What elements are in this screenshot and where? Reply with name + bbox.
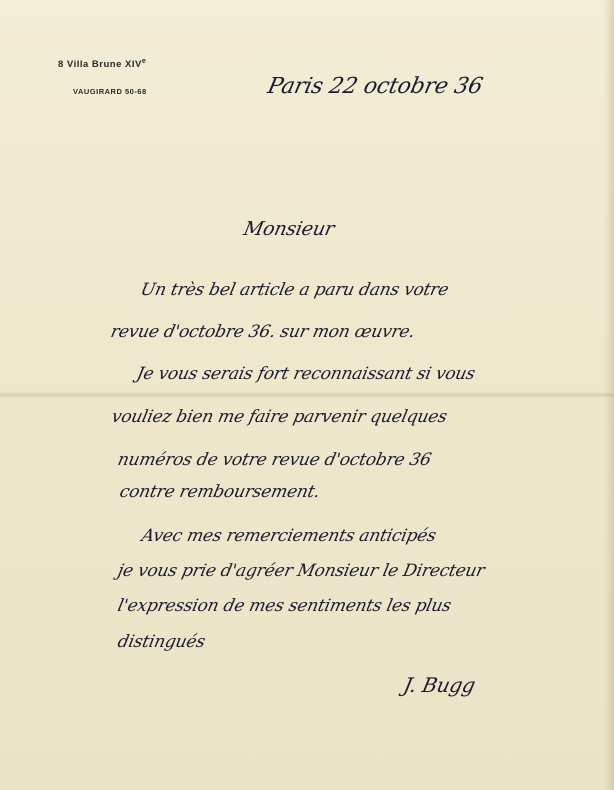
letter-line: vouliez bien me faire parvenir quelques bbox=[109, 407, 449, 427]
letter-line: distingués bbox=[115, 632, 208, 652]
paper-fold bbox=[0, 392, 614, 398]
letterhead-address bbox=[58, 58, 146, 70]
letterhead-address-suffix: e bbox=[141, 58, 147, 65]
paper-edge bbox=[604, 0, 614, 790]
letterhead-address-text: 8 Villa Brune XIV bbox=[58, 59, 142, 71]
letter-line: Avec mes remerciements anticipés bbox=[139, 526, 438, 546]
letter-line: je vous prie d'agréer Monsieur le Directeur bbox=[115, 561, 487, 581]
letter-line: Un très bel article a paru dans votre bbox=[138, 280, 451, 300]
letterhead-phone: VAUGIRARD 50-68 bbox=[73, 87, 147, 96]
letter-date: Paris 22 octobre 36 bbox=[265, 74, 485, 99]
letter-line: numéros de votre revue d'octobre 36 bbox=[115, 450, 434, 470]
letter-salutation: Monsieur bbox=[241, 218, 337, 240]
letter-line: Je vous serais fort reconnaissant si vous bbox=[134, 364, 477, 384]
letter-signature: J. Bugg bbox=[401, 673, 478, 697]
letter-line: contre remboursement. bbox=[117, 482, 322, 502]
letter-line: revue d'octobre 36. sur mon œuvre. bbox=[108, 322, 417, 342]
letter-line: l'expression de mes sentiments les plus bbox=[115, 596, 454, 616]
